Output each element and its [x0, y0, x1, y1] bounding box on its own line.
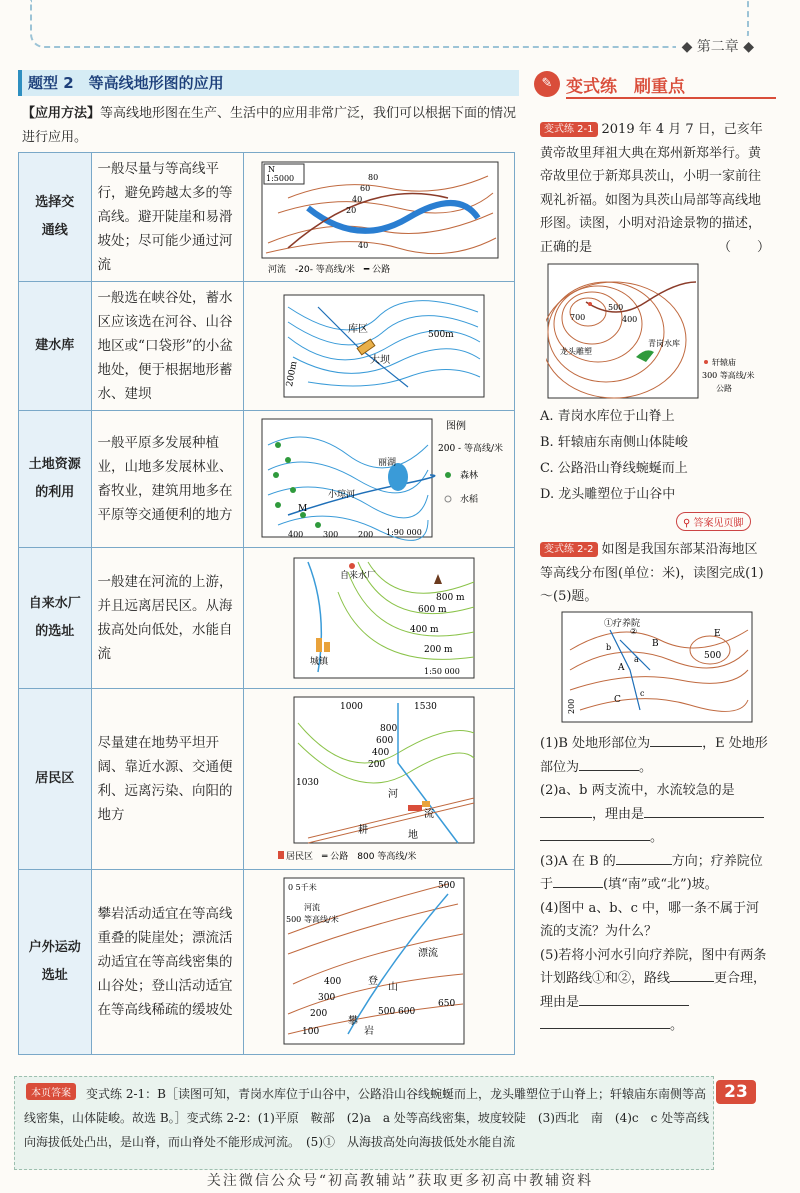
- contour-label: 650: [438, 999, 456, 1009]
- contour-label: 400: [288, 530, 304, 539]
- contour-label: 700: [570, 313, 586, 322]
- climb-label: 山: [388, 982, 398, 993]
- q-text: ，E 处地形部位为: [540, 736, 768, 775]
- scale-label: 1:90 000: [386, 528, 422, 537]
- category-text: 土地资源的利用: [28, 457, 81, 500]
- table-row: [19, 153, 515, 282]
- reservoir-map: [248, 287, 510, 405]
- row-description: 一般建在河流的上游，并且远离居民区。从海拔高处向低处，水能自流: [91, 548, 243, 689]
- contour-label: 200m: [285, 360, 300, 388]
- legend-temple: 轩辕庙: [712, 358, 736, 367]
- contour-label: 600: [398, 1007, 416, 1017]
- contour-label: 40: [352, 195, 363, 204]
- figure-residential: [244, 689, 515, 870]
- legend-contour: 300 等高线/米: [702, 371, 755, 380]
- pin-icon: ⚲: [683, 518, 691, 529]
- answer-tag: 本页答案: [26, 1083, 76, 1100]
- contour-label: 400: [372, 748, 390, 758]
- question-tag: 变式练 2-1: [540, 122, 598, 137]
- answer-content: 变式练 2-1：B［读图可知，青岗水库位于山谷中，公路沿山谷线蜿蜒而上，龙头雕塑位于山脊上；轩辕庙东南侧等高线密集，山体陡峻。故选 B。］变式练 2-2：(1)平原 鞍部 (2)a a 处等高线密集，坡度较陡 (3)西北 南 (4)c c 处等高线向海拔低处凸出，是山脊，而山脊处不能形成河流。 (5)① 从海拔高处向海拔低处水能自流: [24, 1087, 710, 1149]
- contour-label: 500: [608, 303, 624, 312]
- dam-label: 大坝: [370, 355, 390, 366]
- q-text: (1)B 处地形部位为: [540, 736, 651, 751]
- legend-forest: 森林: [460, 471, 479, 481]
- legend-road: 公路: [716, 384, 732, 393]
- contour-label: 200 m: [424, 645, 453, 655]
- option-a[interactable]: A. 青岗水库位于山脊上: [540, 409, 675, 424]
- figure-reservoir: [244, 282, 515, 411]
- answer-paren: （ ）: [717, 239, 770, 255]
- row-category: [19, 153, 92, 282]
- river-label: 流: [424, 809, 434, 820]
- contour-label: 500: [286, 915, 302, 924]
- page-number: 23: [716, 1080, 756, 1104]
- q-text: 方向；疗养院位于: [540, 853, 763, 892]
- practice-header: [530, 70, 770, 98]
- q-text: 。: [639, 759, 653, 775]
- row-description: 一般选在峡谷处，蓄水区应该选在河谷、山谷地区或“口袋形”的小盆地处，便于根据地形蓄水、建坝: [91, 282, 243, 411]
- answer-text: [24, 1082, 714, 1154]
- answer-blank[interactable]: [616, 864, 672, 865]
- sub-question-5: [540, 944, 770, 1038]
- contour-label: 800: [380, 724, 398, 734]
- practice-icon: ✎: [534, 71, 560, 97]
- sanatorium-label: ①疗养院: [604, 619, 641, 629]
- table-row: [19, 548, 515, 689]
- contour-label: 800 m: [436, 593, 465, 603]
- section-title: 题型 2 等高线地形图的应用: [28, 74, 224, 92]
- outdoor-map: [248, 874, 510, 1050]
- figure-water-plant: [244, 548, 515, 689]
- point-a-label: A: [618, 663, 625, 673]
- residential-map: [248, 693, 510, 865]
- sub-question-1: [540, 732, 770, 779]
- category-text: 自来水厂的选址: [28, 596, 81, 639]
- option-c[interactable]: C. 公路沿山脊线蜿蜒而上: [540, 461, 688, 476]
- question-text: 如图是我国东部某沿海地区等高线分布图(单位：米)，读图完成(1)～(5)题。: [540, 542, 764, 604]
- question-2-1: [540, 118, 770, 259]
- jucishan-map: [546, 262, 762, 400]
- answer-blank[interactable]: [644, 817, 764, 818]
- sub-question-2: [540, 779, 770, 850]
- row-description: 一般平原多发展种植业，山地多发展林业、畜牧业，建筑用地多在平原等交通便利的地方: [91, 411, 243, 548]
- town-label: 城镇: [310, 657, 329, 667]
- question-text: 2019 年 4 月 7 日，己亥年黄帝故里拜祖大典在郑州新郑举行。黄帝故里位于新郑具茨山，小明一家前往观礼祈福。如图为具茨山局部等高线地形图。读图，小明对沿途景物的描述，正确的是: [540, 122, 763, 255]
- category-text: 选择交通线: [35, 195, 75, 238]
- question-2-2: [540, 538, 770, 609]
- water-plant-map: [248, 552, 510, 684]
- contour-label: 20: [346, 206, 357, 215]
- option-b[interactable]: B. 轩辕庙东南侧山体陡峻: [540, 435, 688, 450]
- figure-land-use: [244, 411, 515, 548]
- q-text: (2)a、b 两支流中，水流较急的是: [540, 783, 735, 798]
- answer-see-footer-button[interactable]: [676, 512, 751, 531]
- contour-label: 60: [360, 184, 371, 193]
- answer-blank[interactable]: [540, 817, 592, 818]
- land-use-map: [248, 415, 510, 543]
- legend-contour: 等高线/米: [304, 915, 339, 924]
- rafting-label: 漂流: [418, 948, 438, 959]
- answer-blank[interactable]: [540, 840, 650, 841]
- table-row: [19, 689, 515, 870]
- contour-label: 400: [324, 977, 342, 987]
- answer-btn-label: 答案见页脚: [693, 518, 744, 529]
- north-label: N: [268, 165, 275, 174]
- table-row: [19, 870, 515, 1055]
- legend-rice: 水稻: [460, 495, 479, 505]
- footer-watermark: 关注微信公众号“初高教辅站”获取更多初高中教辅资料: [206, 1173, 594, 1189]
- lake-label: 丽湖: [378, 458, 397, 468]
- coastal-map: [560, 610, 756, 724]
- contour-label: 400 m: [410, 625, 439, 635]
- legend-title: 图例: [446, 421, 466, 432]
- question-tag: 变式练 2-2: [540, 542, 598, 557]
- river-label: 河: [388, 789, 398, 800]
- field-label: 地: [408, 830, 418, 841]
- scale-label: 1:50 000: [424, 667, 460, 676]
- contour-label: 500: [438, 881, 456, 891]
- q-text: 。: [670, 1018, 684, 1033]
- map-legend: 河流 -20- 等高线/米 ━ 公路: [268, 265, 391, 275]
- contour-label: 500: [378, 1007, 396, 1017]
- reservoir-label: 青岗水库: [648, 339, 680, 348]
- table-row: [19, 411, 515, 548]
- row-description: 攀岩活动适宜在等高线重叠的陡崖处；漂流活动适宜在等高线密集的山谷处；登山活动适宜在等高线稀疏的缓坡处: [91, 870, 243, 1055]
- header-underline: [566, 97, 776, 99]
- chapter-label: ◆ 第二章 ◆: [676, 36, 760, 56]
- peak-label: 1030: [296, 778, 319, 788]
- plant-label: 自来水厂: [340, 571, 377, 581]
- rock-label: 攀: [348, 1016, 358, 1027]
- row-category: [19, 548, 92, 689]
- category-text: 户外运动选址: [28, 940, 81, 983]
- river-label: 小琼河: [328, 490, 356, 500]
- route-2-label: ②: [630, 627, 638, 636]
- q-text: 更合理，理由是: [540, 971, 767, 1010]
- answer-blank[interactable]: [540, 1028, 670, 1029]
- stream-c-label: c: [640, 689, 645, 698]
- climb-label: 登: [368, 976, 378, 987]
- sub-question-4: (4)图中 a、b、c 中，哪一条不属于河流的支流？为什么？: [540, 900, 760, 939]
- options-list: [540, 404, 770, 508]
- contour-label: 500m: [428, 330, 454, 340]
- statue-label: 龙头雕塑: [560, 347, 592, 356]
- q-text: (5)若将小河水引向疗养院，图中有两条计划路线①和②，路线: [540, 947, 767, 986]
- contour-label: 200: [310, 1009, 328, 1019]
- contour-label: 600 m: [418, 605, 447, 615]
- legend-contour: 200 - 等高线/米: [438, 444, 503, 454]
- point-c-label: C: [614, 695, 621, 705]
- category-text: 建水库: [35, 338, 75, 353]
- legend-river: 河流: [304, 903, 320, 912]
- row-category: [19, 282, 92, 411]
- row-category: [19, 411, 92, 548]
- answer-blank[interactable]: [650, 746, 702, 747]
- map-legend: 居民区 ═ 公路 800 等高线/米: [286, 852, 417, 862]
- row-category: [19, 689, 92, 870]
- reservoir-label: 库区: [348, 324, 368, 335]
- row-category: [19, 870, 92, 1055]
- row-description: 一般尽量与等高线平行，避免跨越太多的等高线。避开陡崖和易滑坡处；尽可能少通过河流: [91, 153, 243, 282]
- sub-question-3: [540, 850, 770, 897]
- contour-label: 300: [323, 530, 339, 539]
- rock-label: 岩: [364, 1026, 374, 1037]
- section-header: [18, 70, 519, 96]
- application-table: [18, 152, 515, 1055]
- sub-questions: [540, 732, 770, 1038]
- peak-label: 1530: [414, 702, 437, 712]
- chapter-text: 第二章: [696, 39, 739, 55]
- field-label: 耕: [358, 825, 368, 836]
- point-e-label: E: [714, 629, 721, 639]
- stream-a-label: a: [634, 655, 639, 664]
- table-row: [19, 282, 515, 411]
- answer-blank[interactable]: [553, 887, 603, 888]
- stream-b-label: b: [606, 643, 612, 652]
- q-text: (3)A 在 B 的: [540, 853, 616, 869]
- option-d[interactable]: D. 龙头雕塑位于山谷中: [540, 487, 676, 502]
- top-border-decoration: [30, 0, 749, 48]
- contour-label: 500: [704, 651, 722, 661]
- contour-label: 200: [567, 698, 576, 714]
- contour-label: 200: [368, 760, 386, 770]
- point-m-label: M: [298, 504, 308, 514]
- row-description: 尽量建在地势平坦开阔、靠近水源、交通便利、远离污染、向阳的地方: [91, 689, 243, 870]
- contour-label: 400: [622, 315, 638, 324]
- peak-label: 1000: [340, 702, 363, 712]
- section-intro: [22, 102, 517, 150]
- intro-text: 等高线地形图在生产、生活中的应用非常广泛，我们可以根据下面的情况进行应用。: [22, 106, 517, 145]
- contour-label: 40: [358, 241, 369, 250]
- answer-blank[interactable]: [670, 981, 714, 982]
- q-text: 。: [650, 830, 664, 845]
- figure-traffic-route: [244, 153, 515, 282]
- contour-label: 80: [368, 173, 379, 182]
- q-text: ，理由是: [592, 806, 645, 822]
- intro-label: 【应用方法】: [22, 106, 101, 121]
- traffic-map: [248, 158, 510, 276]
- contour-label: 200: [358, 530, 374, 539]
- scale-label: 0 5千米: [288, 883, 317, 892]
- practice-title: 变式练 刷重点: [566, 77, 685, 97]
- answer-blank[interactable]: [579, 1005, 689, 1006]
- scale-label: 1:5000: [266, 174, 295, 183]
- contour-label: 600: [376, 736, 394, 746]
- category-text: 居民区: [35, 771, 75, 786]
- contour-label: 100: [302, 1027, 320, 1037]
- q-text: (填“南”或“北”)坡。: [603, 877, 718, 892]
- answer-blank[interactable]: [579, 770, 639, 771]
- figure-outdoor-sports: [244, 870, 515, 1055]
- point-b-label: B: [652, 639, 659, 649]
- contour-label: 300: [318, 993, 336, 1003]
